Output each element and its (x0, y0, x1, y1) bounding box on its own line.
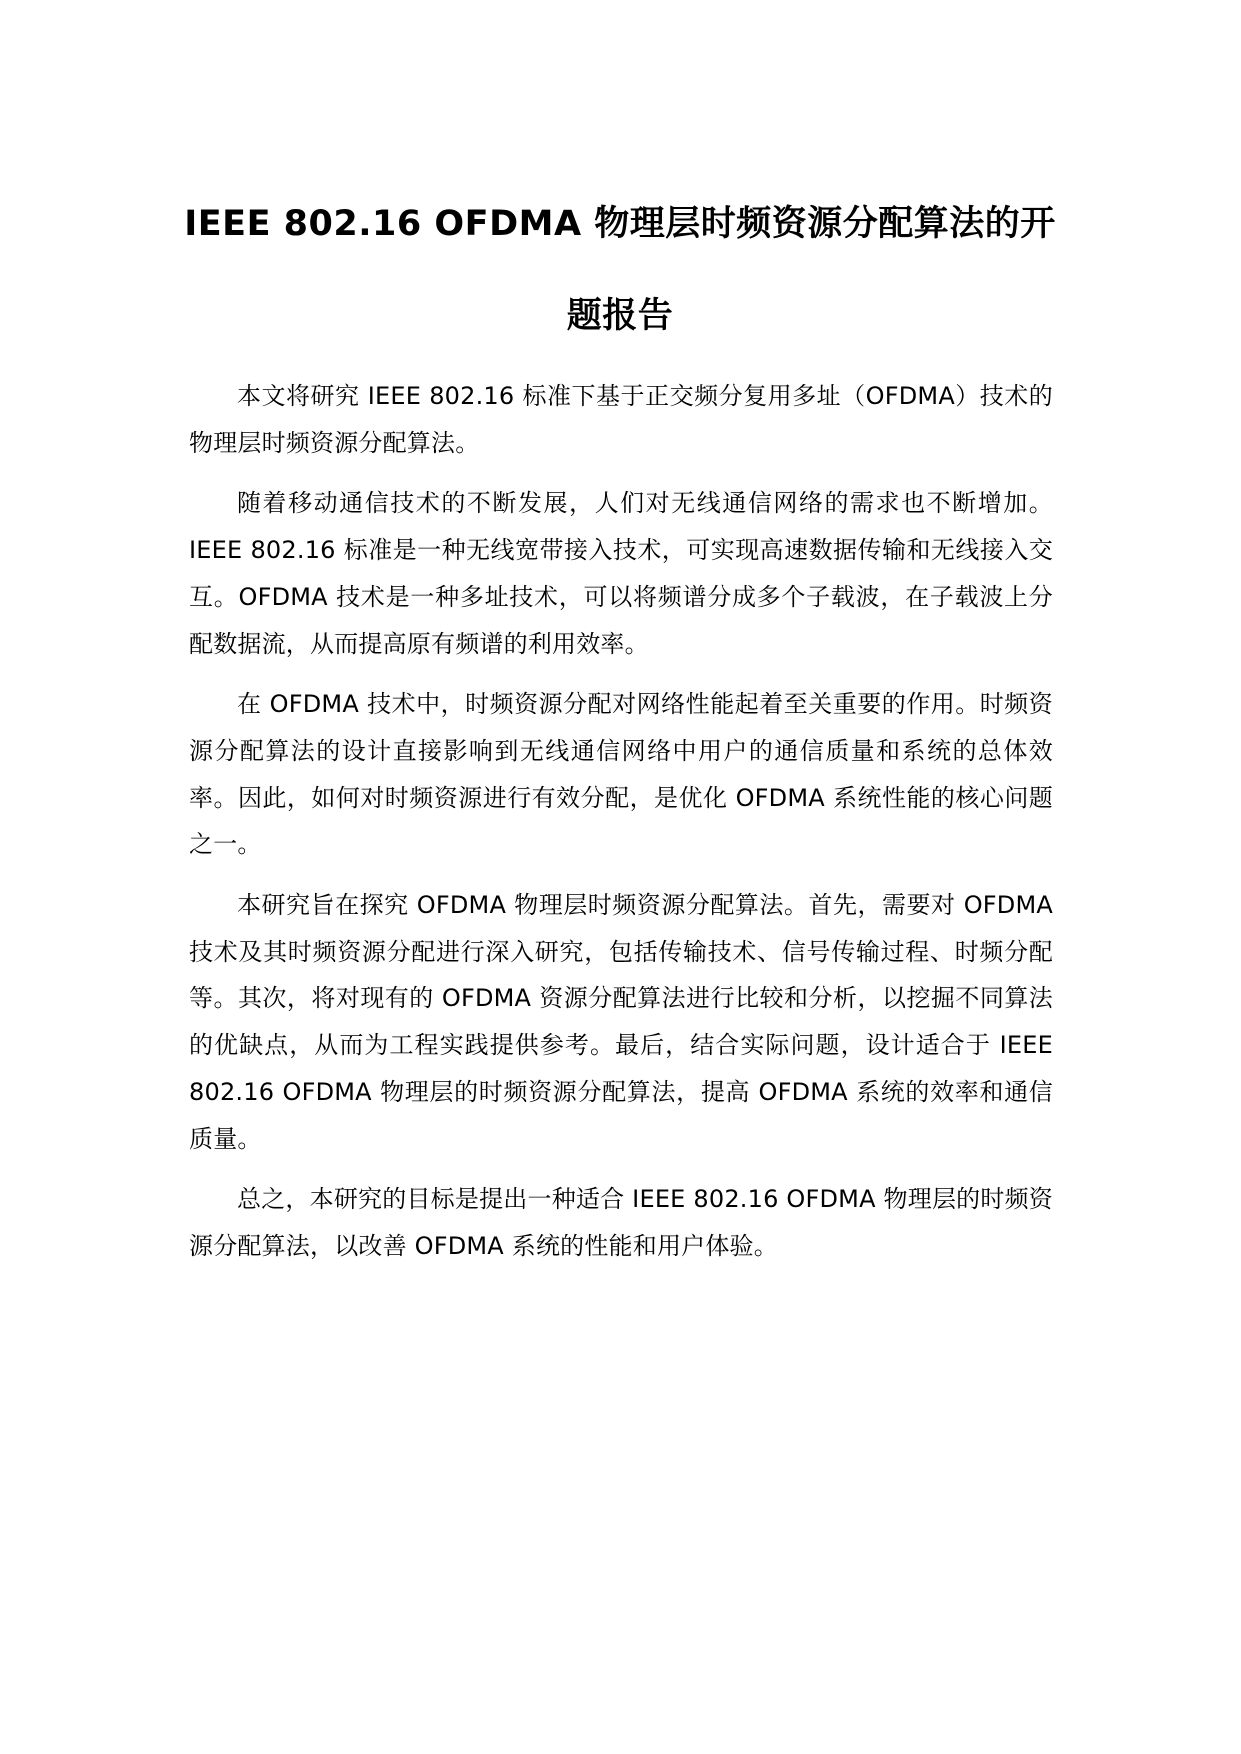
paragraph-1: 本文将研究 IEEE 802.16 标准下基于正交频分复用多址（OFDMA）技术的物理层时频资源分配算法。 (189, 382, 1053, 457)
paragraph-5: 总之，本研究的目标是提出一种适合 IEEE 802.16 OFDMA 物理层的时频资源分配算法，以改善 OFDMA 系统的性能和用户体验。 (189, 1185, 1053, 1260)
document-title: IEEE 802.16 OFDMA 物理层时频资源分配算法的开题报告 (184, 204, 1056, 336)
paragraph-2: 随着移动通信技术的不断发展，人们对无线通信网络的需求也不断增加。IEEE 802.16 标准是一种无线宽带接入技术，可实现高速数据传输和无线接入交互。OFDMA 技术是一种多址技术，可以将频谱分成多个子载波，在子载波上分配数据流，从而提高原有频谱的利用效率。 (189, 489, 1053, 658)
document-body (189, 373, 1053, 1284)
paragraph-4: 本研究旨在探究 OFDMA 物理层时频资源分配算法。首先，需要对 OFDMA 技术及其时频资源分配进行深入研究，包括传输技术、信号传输过程、时频分配等。其次，将对现有的 OFDMA 资源分配算法进行比较和分析，以挖掘不同算法的优缺点，从而为工程实践提供参考。最后，结合实际问题，设计适合于 IEEE 802.16 OFDMA 物理层的时频资源分配算法，提高 OFDMA 系统的效率和通信质量。 (189, 891, 1053, 1153)
paragraph-3: 在 OFDMA 技术中，时频资源分配对网络性能起着至关重要的作用。时频资源分配算法的设计直接影响到无线通信网络中用户的通信质量和系统的总体效率。因此，如何对时频资源进行有效分配，是优化 OFDMA 系统性能的核心问题之一。 (189, 690, 1053, 859)
